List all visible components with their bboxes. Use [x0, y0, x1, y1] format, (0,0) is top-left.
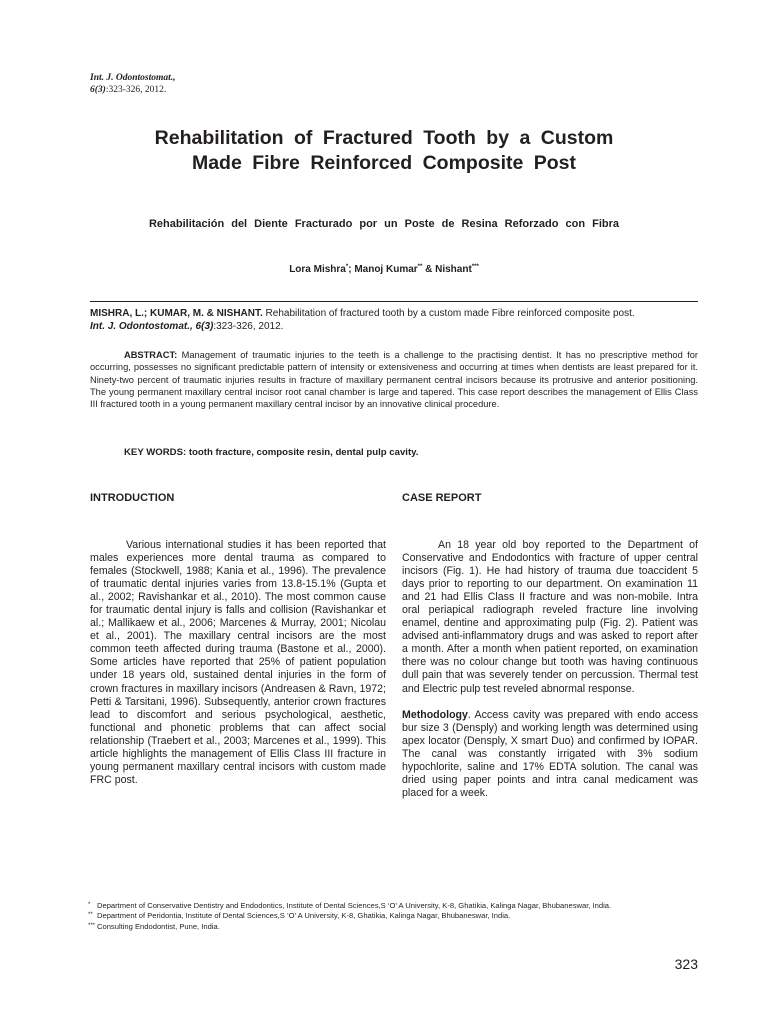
case-report-column: [402, 539, 698, 800]
author-1: Lora Mishra: [289, 264, 346, 275]
author-3-mark: ***: [471, 264, 479, 270]
author-2-mark: **: [417, 264, 423, 270]
author-list: [90, 264, 678, 275]
journal-volume: 6(3): [90, 85, 106, 95]
methodology-text: . Access cavity was prepared with endo access bur size 3 (Densply) and working length was determined using apex locator (Densply, X smart Duo) and confirmed by IOPAR. The canal was constantly irrigated with 3% sodium hypochlorite, saline and 17% EDTA solution. The canal was dried using paper points and intra canal medicament was placed for a week.: [402, 708, 698, 799]
footnote: [88, 922, 700, 932]
introduction-column: [90, 539, 386, 787]
header-divider: [90, 301, 698, 302]
abstract: [90, 349, 698, 410]
case-report-text: An 18 year old boy reported to the Department of Conservative and Endodontics with fracture of upper central incisors (Fig. 1). He had history of trauma due toaccident 5 days prior to reporting to our department. On examination 11 and 21 had Ellis Class II fracture and was non-mobile. Intra oral periapical radiograph reveled fracture line involving enamel, dentine and approximating pulp (Fig. 2). Patient was advised anti-inflammatory drugs and was asked to report after a month. After a month when patient reported, on examination there was no colour change but tooth was having continuous dull pain that was severely tender on percussion. Thermal test and Electric pulp test reveled abnormal response.: [402, 539, 698, 695]
footnote-text: Department of Conservative Dentistry and Endodontics, Institute of Dental Sciences,S ‘O’ A University, K-8, Ghatikia, Kalinga Nagar, Bhubaneswar, India.: [97, 901, 612, 910]
footnote: [88, 901, 700, 911]
case-report-heading: CASE REPORT: [402, 492, 482, 504]
abstract-label: ABSTRACT:: [124, 350, 178, 360]
footnote: [88, 911, 700, 921]
author-3: & Nishant: [422, 264, 472, 275]
footnote-mark: ***: [88, 922, 96, 929]
footnote-text: Consulting Endodontist, Pune, India.: [97, 921, 220, 931]
title-line-2: Made Fibre Reinforced Composite Post: [191, 152, 577, 174]
journal-name: Int. J. Odontostomat.,: [90, 73, 176, 83]
journal-issue: [90, 84, 176, 96]
footnote-mark: **: [88, 912, 93, 919]
keywords: KEY WORDS: tooth fracture, composite resin, dental pulp cavity.: [124, 447, 419, 458]
citation-pages: :323-326, 2012.: [213, 321, 284, 332]
footnote-mark: *: [88, 902, 91, 908]
footnote-text: Department of Peridontia, Institute of Dental Sciences,S ‘O’ A University, K-8, Ghatikia, Kalinga Nagar, Bhubaneswar, India.: [97, 911, 511, 921]
journal-reference: [90, 72, 176, 96]
abstract-text: Management of traumatic injuries to the teeth is a challenge to the practising dentist. It has no prescriptive method for occurring, possesses no significant predictable pattern of intensity or extensiveness and occurring at times when dentists are least prepared for it. Ninety-two percent of traumatic injuries results in fracture of maxillary permanent central incisors because its protrusive and anterior positioning. The young permanent maxillary central incisor root canal chamber is large and tapered. This case report describes the management of Ellis Class III fractured tooth in a young permanent maxillary central incisor by an innovative clinical procedure.: [90, 350, 698, 410]
author-2: ; Manoj Kumar: [348, 264, 418, 275]
introduction-text: Various international studies it has been reported that males experiences more dental trauma as compared to females (Stockwell, 1988; Kania et al., 1996). The prevalence of traumatic dental injuries varies from 13.8-15.1% (Gupta et al., 2002; Ravishankar et al., 2010). The most common cause for traumatic dental injury is falls and collision (Ravishankar et al.; Mallikaew et al., 2006; Marcenes & Murray, 2001; Nicolau et al., 2001). The maxillary central incisors are the most common teeth affected during trauma (Bastone et al., 2000). Some articles have reported that 25% of patient population under 18 years old, sustained dental injuries in the form of crown fractures in maxillary incisors (Andreasen & Ravn, 1972; Petti & Tarsitani, 1996). Subsequently, anterior crown fractures lead to discomfort and serious psychological, aesthetic, functional and phonetic problems that can affect social relationship (Traebert et al., 2003; Marcenes et al., 1999). This article highlights the management of Ellis Class III fracture in young permanent maxillary central incisors with custom made FRC post.: [90, 539, 386, 786]
page-number: 323: [674, 956, 698, 972]
methodology-label: Methodology: [402, 708, 468, 721]
citation-journal: Int. J. Odontostomat., 6(3): [90, 321, 214, 332]
citation: [90, 307, 700, 333]
introduction-heading: INTRODUCTION: [90, 492, 175, 504]
citation-authors: MISHRA, L.; KUMAR, M. & NISHANT.: [90, 308, 263, 319]
article-title: [90, 126, 678, 176]
author-1-mark: *: [345, 264, 349, 270]
citation-text: Rehabilitation of fractured tooth by a custom made Fibre reinforced composite post.: [262, 308, 635, 319]
title-line-1: Rehabilitation of Fractured Tooth by a Custom: [154, 127, 614, 149]
footnotes: [88, 901, 700, 932]
spanish-title: Rehabilitación del Diente Fracturado por un Poste de Resina Reforzado con Fibra: [148, 218, 619, 230]
journal-pages: :323-326, 2012.: [105, 85, 167, 95]
